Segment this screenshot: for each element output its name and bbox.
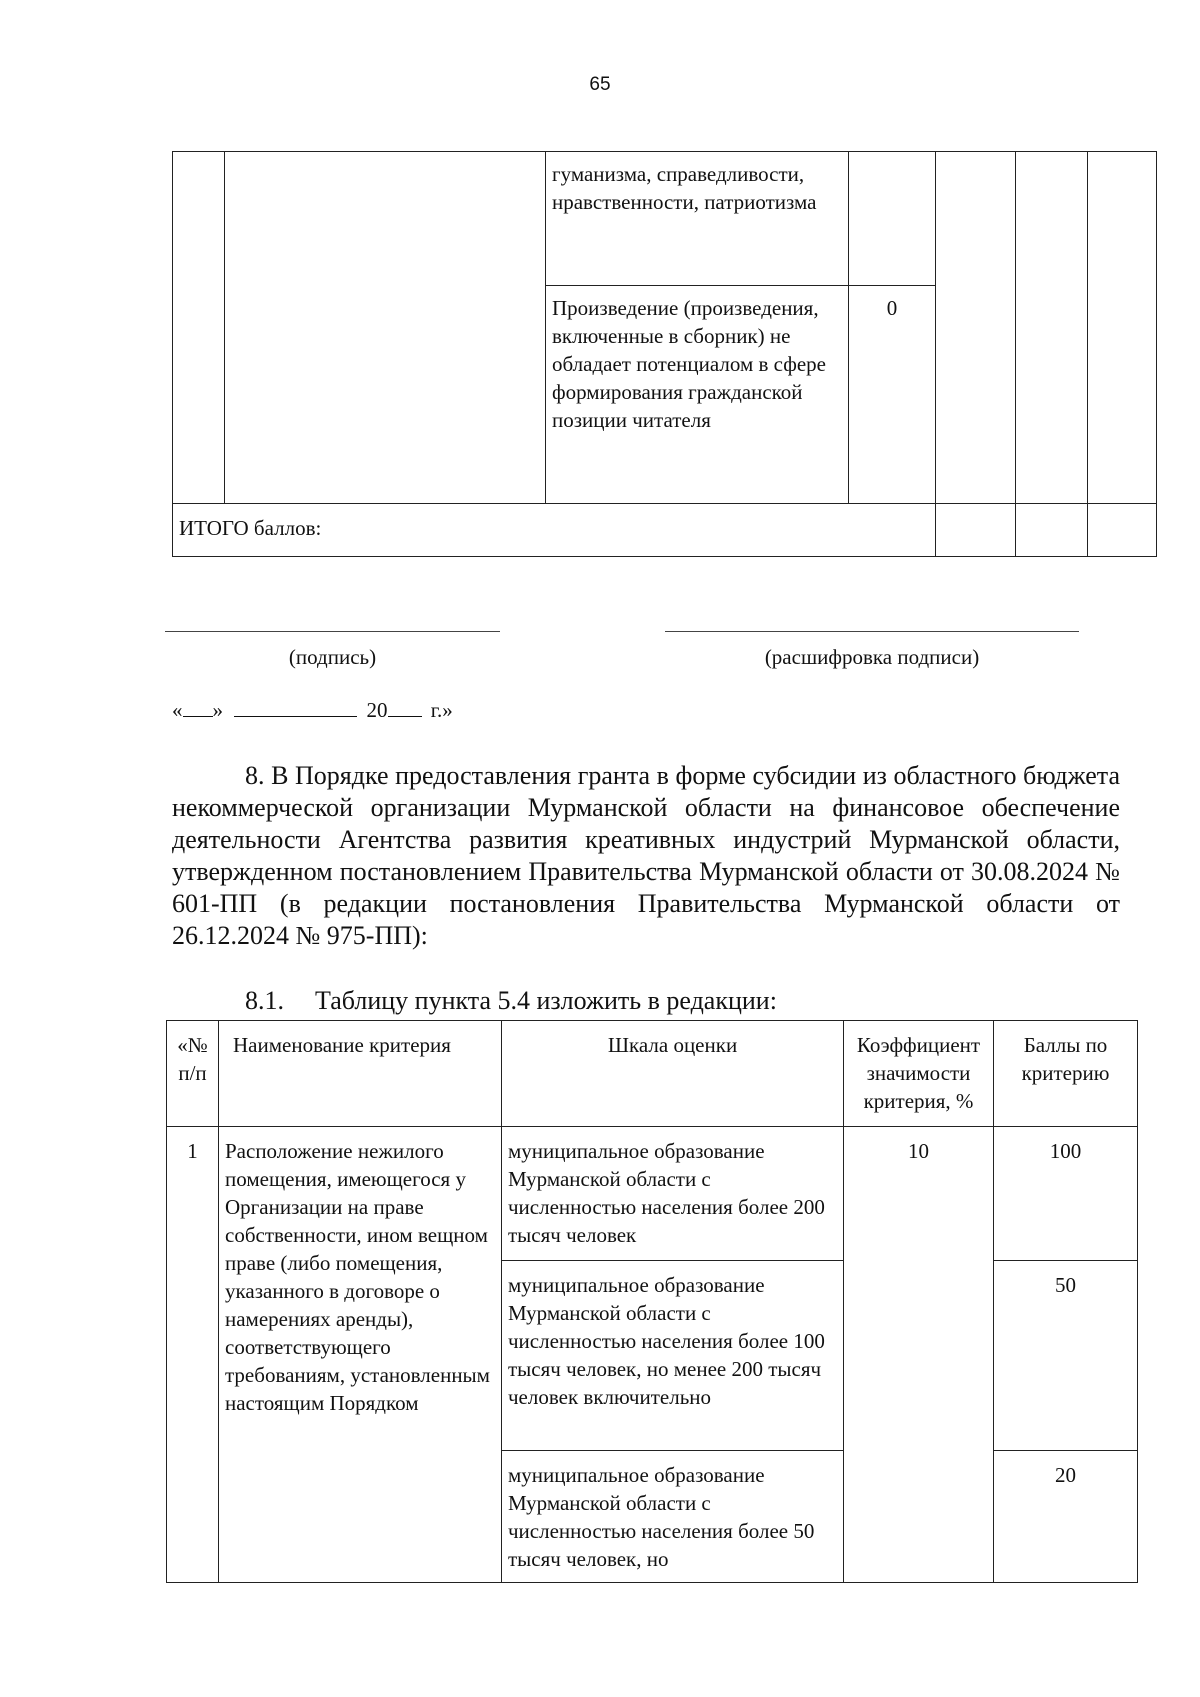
expert-cell-empty (936, 152, 1016, 504)
paragraph-8 (172, 760, 1120, 952)
scale-cell: гуманизма, справедливости, нравственности, патриотизма (546, 152, 849, 286)
date-close-quote: » (212, 698, 223, 722)
expert-cell-empty (1088, 152, 1157, 504)
paragraph-8-text: 8. В Порядке предоставления гранта в форме субсидии из областного бюджета некоммерческой организации Мурманской области на финансовое обеспечение деятельности Агентства развития креативных индустрий Мурманской области, утвержденном постановлением Правительства Мурманской области от 30.08.2024 № 601-ПП (в редакции постановления Правительства Мурманской области от 26.12.2024 № 975-ПП): (172, 761, 1120, 950)
year-blank (388, 694, 422, 717)
year-prefix: 20 (366, 698, 388, 722)
scale-points: 50 (994, 1261, 1138, 1451)
total-cell-empty (1016, 504, 1088, 557)
scale-option: муниципальное образование Мурманской области с численностью населения более 100 тысяч человек, но менее 200 тысяч человек включительно (502, 1261, 844, 1451)
decoding-caption: (расшифровка подписи) (764, 645, 980, 669)
date-line (172, 694, 453, 723)
scale-points: 100 (994, 1127, 1138, 1261)
total-cell-empty (936, 504, 1016, 557)
header-num: «№ п/п (167, 1021, 219, 1127)
evaluation-table-continued (172, 151, 1157, 557)
page-number: 65 (589, 74, 611, 95)
month-blank (234, 694, 357, 717)
criterion-name: Расположение нежилого помещения, имеющегося у Организации на праве собственности, ином вещном праве (либо помещения, указанного в договоре о намерениях аренды), соответствующего требованиям, установленным настоящим Порядком (219, 1127, 502, 1583)
header-name: Наименование критерия (219, 1021, 502, 1127)
criteria-table (166, 1020, 1138, 1583)
points-cell (849, 152, 936, 286)
expert-cell-empty (1016, 152, 1088, 504)
criterion-cell-empty (225, 152, 546, 504)
row-number: 1 (167, 1127, 219, 1583)
coefficient: 10 (844, 1127, 994, 1583)
scale-cell: Произведение (произведения, включенные в сборник) не обладает потенциалом в сфере формирования гражданской позиции читателя (546, 286, 849, 504)
header-scale: Шкала оценки (502, 1021, 844, 1127)
subparagraph-8-1 (172, 985, 1120, 1017)
date-open-quote: « (172, 698, 183, 722)
signature-caption: (подпись) (288, 645, 377, 669)
scale-points: 20 (994, 1451, 1138, 1583)
subparagraph-text: Таблицу пункта 5.4 изложить в редакции: (315, 986, 777, 1015)
decoding-line (665, 631, 1079, 632)
scale-option: муниципальное образование Мурманской области с численностью населения более 200 тысяч человек (502, 1127, 844, 1261)
scale-option: муниципальное образование Мурманской области с численностью населения более 50 тысяч человек, но (502, 1451, 844, 1583)
date-suffix: г.» (430, 698, 453, 722)
day-blank (183, 694, 213, 717)
total-cell-empty (1088, 504, 1157, 557)
subparagraph-number: 8.1. (245, 986, 284, 1015)
points-cell: 0 (849, 286, 936, 504)
total-label: ИТОГО баллов: (173, 504, 936, 557)
header-points: Баллы по критерию (994, 1021, 1138, 1127)
signature-line (165, 631, 500, 632)
num-cell-empty (173, 152, 225, 504)
header-coef: Коэффициент значимости критерия, % (844, 1021, 994, 1127)
